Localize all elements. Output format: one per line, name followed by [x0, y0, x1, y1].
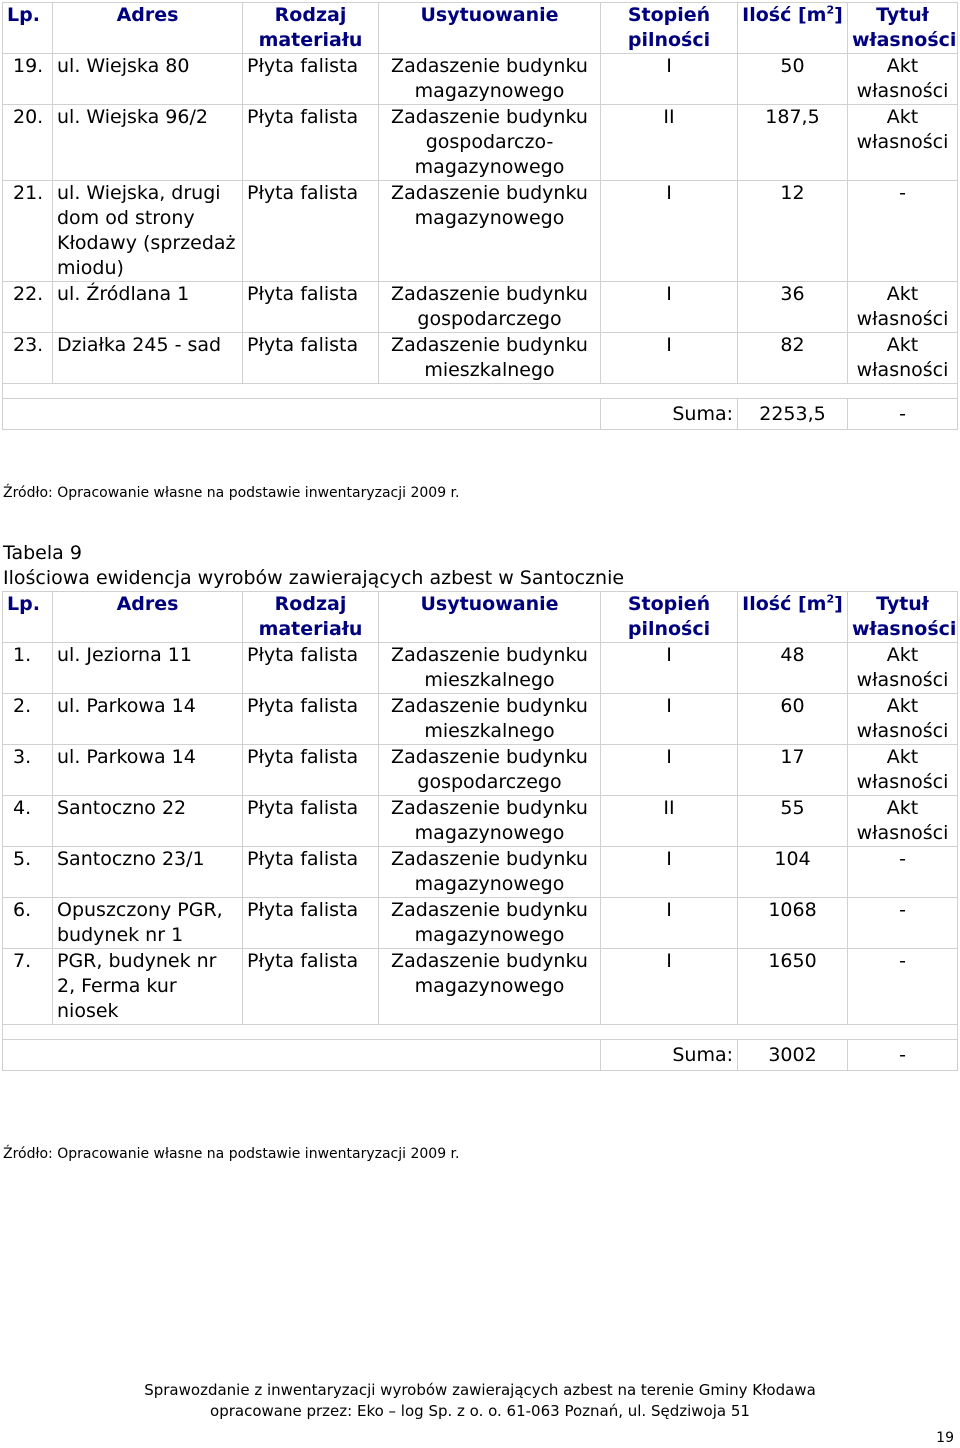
cell-adres: Opuszczony PGR, budynek nr 1	[53, 898, 243, 949]
sum-row	[3, 1040, 958, 1071]
cell-ilosc: 60	[738, 694, 848, 745]
table-row	[3, 105, 958, 181]
cell-usytuowanie: Zadaszenie budynku magazynowego	[379, 796, 601, 847]
table-row	[3, 333, 958, 384]
sum-label: Suma:	[601, 399, 738, 430]
cell-stopien: I	[601, 694, 738, 745]
cell-lp: 20.	[3, 105, 53, 181]
header-usytuowanie: Usytuowanie	[379, 592, 601, 643]
cell-rodzaj: Płyta falista	[243, 847, 379, 898]
cell-ilosc: 50	[738, 54, 848, 105]
cell-rodzaj: Płyta falista	[243, 54, 379, 105]
cell-tytul: Akt własności	[848, 54, 958, 105]
header-ilosc: Ilość $[m^2]$	[738, 3, 848, 54]
header-tytul: Tytuł własności	[848, 3, 958, 54]
cell-tytul: Akt własności	[848, 643, 958, 694]
table-caption: Ilościowa ewidencja wyrobów zawierających azbest w Santocznie	[3, 567, 625, 589]
table-row	[3, 181, 958, 282]
cell-adres: ul. Wiejska 96/2	[53, 105, 243, 181]
cell-rodzaj: Płyta falista	[243, 694, 379, 745]
footer-line-1: Sprawozdanie z inwentaryzacji wyrobów zawierających azbest na terenie Gminy Kłodawa	[144, 1381, 816, 1399]
cell-lp: 2.	[3, 694, 53, 745]
header-tytul: Tytuł własności	[848, 592, 958, 643]
cell-tytul: Akt własności	[848, 796, 958, 847]
cell-tytul: -	[848, 847, 958, 898]
table-row	[3, 694, 958, 745]
header-lp: Lp.	[3, 592, 53, 643]
cell-ilosc: 1068	[738, 898, 848, 949]
header-usytuowanie: Usytuowanie	[379, 3, 601, 54]
cell-ilosc: 12	[738, 181, 848, 282]
header-ilosc: Ilość $[m^2]$	[738, 592, 848, 643]
cell-stopien: I	[601, 333, 738, 384]
cell-ilosc: 104	[738, 847, 848, 898]
table-row	[3, 847, 958, 898]
cell-ilosc: 82	[738, 333, 848, 384]
sum-value: 2253,5	[738, 399, 848, 430]
header-adres: Adres	[53, 592, 243, 643]
cell-lp: 21.	[3, 181, 53, 282]
spacer-row	[3, 384, 958, 399]
sum-label: Suma:	[601, 1040, 738, 1071]
header-stopien: Stopień pilności	[601, 3, 738, 54]
cell-usytuowanie: Zadaszenie budynku magazynowego	[379, 898, 601, 949]
cell-usytuowanie: Zadaszenie budynku mieszkalnego	[379, 694, 601, 745]
cell-lp: 22.	[3, 282, 53, 333]
cell-ilosc: 17	[738, 745, 848, 796]
cell-usytuowanie: Zadaszenie budynku magazynowego	[379, 949, 601, 1025]
cell-rodzaj: Płyta falista	[243, 949, 379, 1025]
cell-usytuowanie: Zadaszenie budynku magazynowego	[379, 54, 601, 105]
cell-stopien: I	[601, 949, 738, 1025]
table-row	[3, 282, 958, 333]
cell-rodzaj: Płyta falista	[243, 282, 379, 333]
cell-usytuowanie: Zadaszenie budynku gospodarczego	[379, 282, 601, 333]
cell-ilosc: 55	[738, 796, 848, 847]
sum-value: 3002	[738, 1040, 848, 1071]
page-number: 19	[936, 1430, 954, 1446]
cell-stopien: I	[601, 282, 738, 333]
cell-adres: ul. Wiejska, drugi dom od strony Kłodawy (sprzedaż miodu)	[53, 181, 243, 282]
cell-adres: Santoczno 23/1	[53, 847, 243, 898]
cell-usytuowanie: Zadaszenie budynku magazynowego	[379, 181, 601, 282]
header-rodzaj: Rodzaj materiału	[243, 3, 379, 54]
cell-adres: ul. Jeziorna 11	[53, 643, 243, 694]
cell-stopien: II	[601, 105, 738, 181]
table-row	[3, 54, 958, 105]
sum-tytul: -	[848, 1040, 958, 1071]
header-stopien: Stopień pilności	[601, 592, 738, 643]
cell-rodzaj: Płyta falista	[243, 898, 379, 949]
cell-lp: 7.	[3, 949, 53, 1025]
cell-lp: 1.	[3, 643, 53, 694]
cell-ilosc: 187,5	[738, 105, 848, 181]
spacer-row	[3, 1025, 958, 1040]
cell-tytul: Akt własności	[848, 333, 958, 384]
cell-adres: ul. Parkowa 14	[53, 745, 243, 796]
cell-lp: 23.	[3, 333, 53, 384]
cell-stopien: I	[601, 898, 738, 949]
cell-usytuowanie: Zadaszenie budynku mieszkalnego	[379, 333, 601, 384]
cell-rodzaj: Płyta falista	[243, 105, 379, 181]
cell-tytul: Akt własności	[848, 105, 958, 181]
cell-rodzaj: Płyta falista	[243, 333, 379, 384]
cell-adres: Santoczno 22	[53, 796, 243, 847]
cell-usytuowanie: Zadaszenie budynku mieszkalnego	[379, 643, 601, 694]
asbestos-table-santoczno	[2, 591, 958, 1071]
cell-rodzaj: Płyta falista	[243, 181, 379, 282]
table-row	[3, 898, 958, 949]
table-header-row	[3, 3, 958, 54]
source-note: Źródło: Opracowanie własne na podstawie inwentaryzacji 2009 r.	[3, 485, 460, 501]
cell-stopien: I	[601, 847, 738, 898]
cell-lp: 3.	[3, 745, 53, 796]
table-row	[3, 796, 958, 847]
cell-tytul: -	[848, 898, 958, 949]
cell-stopien: I	[601, 54, 738, 105]
cell-rodzaj: Płyta falista	[243, 643, 379, 694]
cell-tytul: Akt własności	[848, 282, 958, 333]
cell-adres: ul. Wiejska 80	[53, 54, 243, 105]
table-header-row	[3, 592, 958, 643]
cell-rodzaj: Płyta falista	[243, 745, 379, 796]
cell-tytul: Akt własności	[848, 745, 958, 796]
table-row	[3, 643, 958, 694]
cell-usytuowanie: Zadaszenie budynku gospodarczego	[379, 745, 601, 796]
header-rodzaj: Rodzaj materiału	[243, 592, 379, 643]
cell-tytul: -	[848, 949, 958, 1025]
cell-tytul: Akt własności	[848, 694, 958, 745]
asbestos-table-continued	[2, 2, 958, 430]
footer-line-2: opracowane przez: Eko – log Sp. z o. o. 61-063 Poznań, ul. Sędziwoja 51	[210, 1402, 750, 1420]
source-note: Źródło: Opracowanie własne na podstawie inwentaryzacji 2009 r.	[3, 1146, 460, 1162]
table-row	[3, 949, 958, 1025]
table-number: Tabela 9	[3, 542, 82, 564]
cell-lp: 19.	[3, 54, 53, 105]
sum-row	[3, 399, 958, 430]
sum-tytul: -	[848, 399, 958, 430]
cell-adres: Działka 245 - sad	[53, 333, 243, 384]
header-adres: Adres	[53, 3, 243, 54]
cell-stopien: I	[601, 643, 738, 694]
cell-adres: ul. Źródlana 1	[53, 282, 243, 333]
cell-usytuowanie: Zadaszenie budynku gospodarczo-magazynowego	[379, 105, 601, 181]
cell-ilosc: 48	[738, 643, 848, 694]
cell-lp: 6.	[3, 898, 53, 949]
cell-tytul: -	[848, 181, 958, 282]
cell-rodzaj: Płyta falista	[243, 796, 379, 847]
cell-stopien: II	[601, 796, 738, 847]
cell-ilosc: 36	[738, 282, 848, 333]
cell-lp: 5.	[3, 847, 53, 898]
cell-stopien: I	[601, 745, 738, 796]
header-lp: Lp.	[3, 3, 53, 54]
page-footer	[0, 1380, 960, 1422]
cell-ilosc: 1650	[738, 949, 848, 1025]
cell-adres: PGR, budynek nr 2, Ferma kur niosek	[53, 949, 243, 1025]
cell-usytuowanie: Zadaszenie budynku magazynowego	[379, 847, 601, 898]
cell-stopien: I	[601, 181, 738, 282]
cell-lp: 4.	[3, 796, 53, 847]
cell-adres: ul. Parkowa 14	[53, 694, 243, 745]
table-row	[3, 745, 958, 796]
